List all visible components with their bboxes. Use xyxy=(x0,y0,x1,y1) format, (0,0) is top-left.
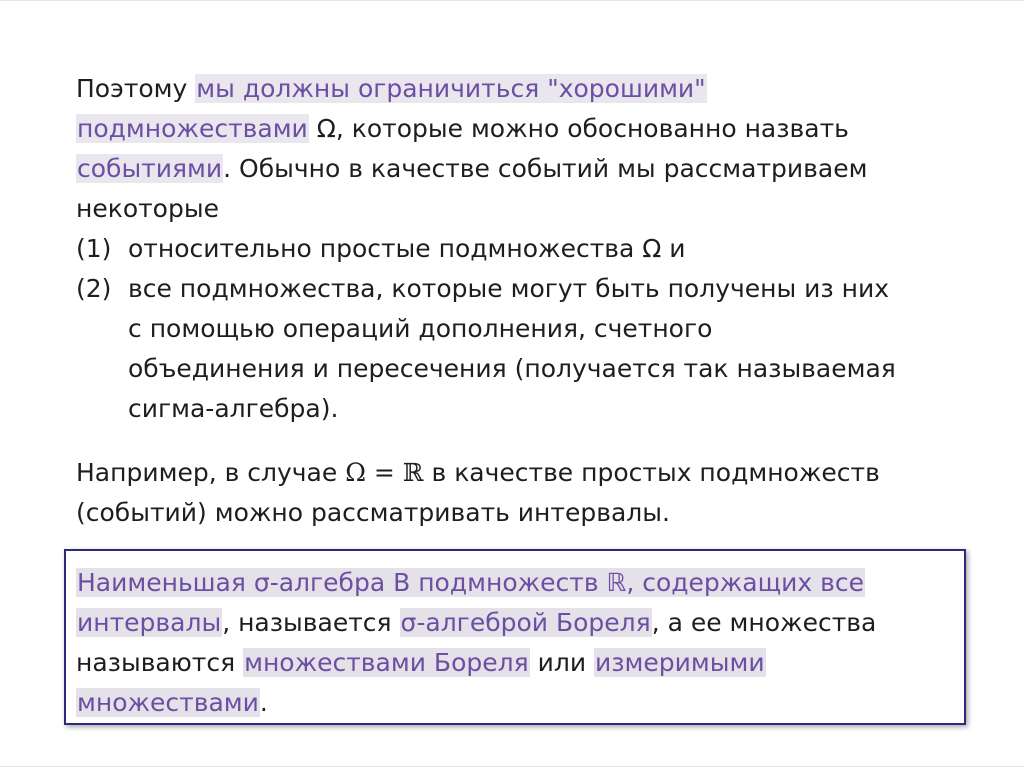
text-span: в качестве простых подмножеств xyxy=(423,458,880,487)
intro-paragraph xyxy=(76,69,976,429)
para1-line-2 xyxy=(76,109,976,149)
highlighted-phrase: измеримыми xyxy=(595,648,765,677)
text-span: Например, в случае xyxy=(76,458,346,487)
highlighted-phrase: интервалы xyxy=(77,608,222,637)
list-item-1 xyxy=(76,229,976,269)
list-number: (1) xyxy=(76,234,112,263)
list-item-2 xyxy=(76,269,976,309)
highlighted-phrase: множествами Бореля xyxy=(244,648,529,677)
highlighted-phrase: Наименьшая σ-алгебра B подмножеств ℝ, содержащих все xyxy=(77,568,865,597)
text-span: . Обычно в качестве событий мы рассматриваем xyxy=(223,154,868,183)
para1-line-1 xyxy=(76,69,976,109)
text-span: , называется xyxy=(222,608,400,637)
definition-line-4 xyxy=(76,683,876,723)
para1-line-4: некоторые xyxy=(76,194,219,223)
list-item-2-continuation: с помощью операций дополнения, счетного xyxy=(128,314,713,343)
text-span: . xyxy=(259,688,268,717)
highlighted-phrase: множествами xyxy=(77,688,259,717)
definition-line-1 xyxy=(76,563,876,603)
example-paragraph xyxy=(76,453,976,533)
highlighted-phrase: подмножествами xyxy=(77,114,308,143)
highlighted-phrase: мы должны ограничиться "хорошими" xyxy=(196,74,706,103)
text-span: называются xyxy=(76,648,244,677)
text-span: Ω, которые можно обоснованно назвать xyxy=(308,114,849,143)
text-span: или xyxy=(529,648,595,677)
text-span: Поэтому xyxy=(76,74,196,103)
list-item-text: относительно простые подмножества Ω и xyxy=(128,234,686,263)
para2-line-1 xyxy=(76,453,976,493)
list-item-2-continuation: объединения и пересечения (получается так называемая xyxy=(128,354,896,383)
definition-line-2 xyxy=(76,603,876,643)
list-number: (2) xyxy=(76,274,112,303)
definition-line-3 xyxy=(76,643,876,683)
para2-line-2: (событий) можно рассматривать интервалы. xyxy=(76,498,670,527)
highlighted-phrase: σ-алгеброй Бореля xyxy=(400,608,651,637)
list-item-2-continuation: сигма-алгебра). xyxy=(128,394,339,423)
definition-box xyxy=(64,549,966,725)
text-span: , а ее множества xyxy=(651,608,877,637)
math-expression: Ω = ℝ xyxy=(345,458,424,487)
list-item-text: все подмножества, которые могут быть получены из них xyxy=(128,274,890,303)
highlighted-phrase: событиями xyxy=(77,154,223,183)
definition-text xyxy=(76,563,876,723)
para1-line-3 xyxy=(76,149,976,189)
